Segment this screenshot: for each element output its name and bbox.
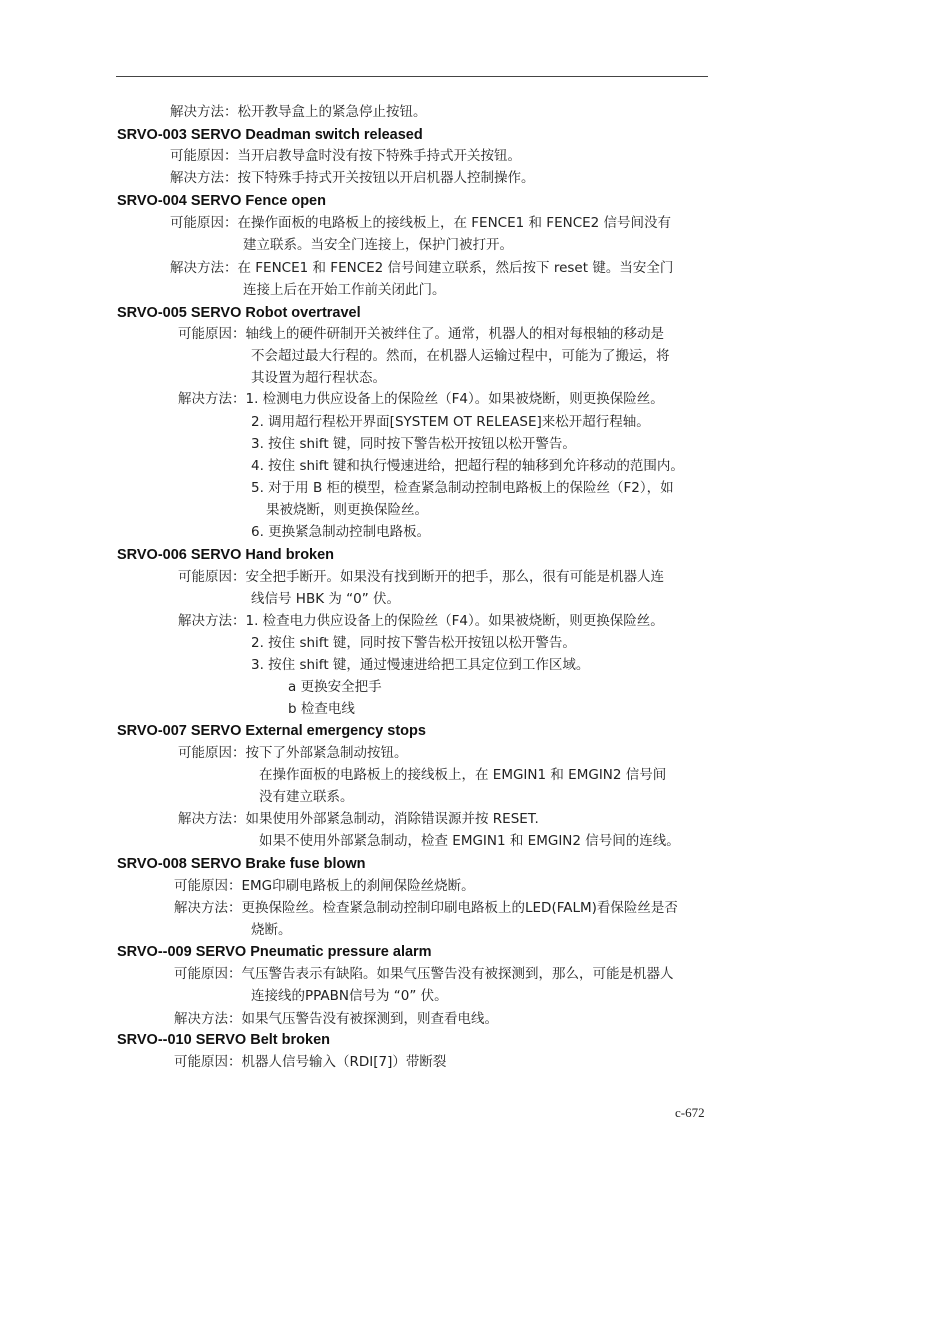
text-line	[178, 744, 408, 762]
text-line	[251, 523, 430, 541]
line-text: 气压警告表示有缺陷。如果气压警告没有被探测到，那么，可能是机器人	[241, 966, 674, 982]
line-text: 3. 按住 shift 键，同时按下警告松开按钮以松开警告。	[251, 436, 576, 452]
text-line	[174, 1010, 498, 1028]
field-label: 解决方法：	[178, 811, 246, 827]
error-code-heading	[117, 943, 432, 961]
field-label: 解决方法：	[170, 260, 238, 276]
text-line	[251, 656, 589, 674]
heading-text: SRVO-003 SERVO Deadman switch released	[117, 127, 423, 143]
text-line	[266, 501, 428, 519]
text-line	[178, 568, 664, 586]
text-line	[251, 369, 386, 387]
line-text: 烧断。	[251, 922, 292, 938]
page-number: c-672	[675, 1105, 705, 1120]
heading-text: SRVO--009 SERVO Pneumatic pressure alarm	[117, 944, 432, 960]
line-text: 1. 检查电力供应设备上的保险丝（F4）。如果被烧断，则更换保险丝。	[245, 613, 664, 629]
error-code-heading	[117, 855, 365, 873]
text-line	[251, 987, 448, 1005]
error-code-heading	[117, 192, 326, 210]
heading-text: SRVO-007 SERVO External emergency stops	[117, 723, 426, 739]
text-line	[251, 634, 576, 652]
text-line	[259, 832, 680, 850]
field-label: 可能原因：	[174, 966, 242, 982]
line-text: 6. 更换紧急制动控制电路板。	[251, 524, 431, 540]
text-line	[174, 965, 674, 983]
text-line	[170, 259, 673, 277]
line-text: 轴线上的硬件研制开关被绊住了。通常，机器人的相对每根轴的移动是	[245, 326, 664, 342]
text-line	[251, 457, 684, 475]
error-code-heading	[117, 1031, 330, 1049]
field-label: 可能原因：	[170, 215, 238, 231]
text-line	[243, 281, 446, 299]
text-line	[178, 810, 539, 828]
text-line	[170, 147, 521, 165]
line-text: 机器人信号输入（RDI[7]）带断裂	[241, 1054, 447, 1070]
field-label: 可能原因：	[174, 1054, 242, 1070]
text-line	[259, 766, 666, 784]
line-text: 果被烧断，则更换保险丝。	[266, 502, 428, 518]
field-label: 解决方法：	[174, 900, 242, 916]
text-line	[251, 347, 670, 365]
field-label: 可能原因：	[178, 745, 246, 761]
text-line	[174, 899, 678, 917]
field-label: 解决方法：	[170, 170, 238, 186]
heading-text: SRVO--010 SERVO Belt broken	[117, 1032, 331, 1048]
line-text: 线信号 HBK 为 “0” 伏。	[251, 591, 401, 607]
error-code-heading	[117, 546, 334, 564]
line-text: b 检查电线	[288, 701, 355, 717]
error-code-heading	[117, 722, 426, 740]
line-text: 按下特殊手持式开关按钮以开启机器人控制操作。	[237, 170, 535, 186]
heading-text: SRVO-006 SERVO Hand broken	[117, 547, 335, 563]
heading-text: SRVO-004 SERVO Fence open	[117, 193, 326, 209]
text-line	[170, 169, 535, 187]
heading-text: SRVO-005 SERVO Robot overtravel	[117, 305, 361, 321]
line-text: 松开教导盒上的紧急停止按钮。	[237, 104, 427, 120]
line-text: 1. 检测电力供应设备上的保险丝（F4）。如果被烧断，则更换保险丝。	[245, 391, 664, 407]
text-line	[251, 413, 650, 431]
field-label: 可能原因：	[178, 326, 246, 342]
heading-text: SRVO-008 SERVO Brake fuse blown	[117, 856, 366, 872]
field-label: 解决方法：	[170, 104, 238, 120]
line-text: 连接线的PPABN信号为 “0” 伏。	[251, 988, 448, 1004]
line-text: 如果使用外部紧急制动，消除错误源并按 RESET.	[245, 811, 539, 827]
error-code-heading	[117, 126, 423, 144]
header-rule	[116, 76, 708, 77]
line-text: 如果不使用外部紧急制动，检查 EMGIN1 和 EMGIN2 信号间的连线。	[259, 833, 680, 849]
field-label: 可能原因：	[178, 569, 246, 585]
text-line	[251, 479, 674, 497]
line-text: 没有建立联系。	[259, 789, 354, 805]
line-text: 在 FENCE1 和 FENCE2 信号间建立联系，然后按下 reset 键。当安全门	[237, 260, 674, 276]
text-line	[251, 435, 576, 453]
text-line	[251, 921, 292, 939]
text-line	[178, 612, 664, 630]
field-label: 可能原因：	[170, 148, 238, 164]
text-line	[259, 788, 354, 806]
line-text: 安全把手断开。如果没有找到断开的把手，那么，很有可能是机器人连	[245, 569, 664, 585]
line-text: 更换保险丝。检查紧急制动控制印刷电路板上的LED(FALM)看保险丝是否	[241, 900, 678, 916]
line-text: 2. 调用超行程松开界面[SYSTEM OT RELEASE]来松开超行程轴。	[251, 414, 650, 430]
text-line	[178, 390, 664, 408]
text-line	[288, 678, 382, 696]
line-text: 建立联系。当安全门连接上，保护门被打开。	[243, 237, 513, 253]
line-text: 在操作面板的电路板上的接线板上，在 EMGIN1 和 EMGIN2 信号间	[259, 767, 667, 783]
text-line	[174, 877, 475, 895]
line-text: 不会超过最大行程的。然而，在机器人运输过程中，可能为了搬运，将	[251, 348, 670, 364]
field-label: 可能原因：	[174, 878, 242, 894]
text-line	[288, 700, 355, 718]
line-text: 5. 对于用 B 柜的模型，检查紧急制动控制电路板上的保险丝（F2），如	[251, 480, 674, 496]
line-text: 4. 按住 shift 键和执行慢速进给，把超行程的轴移到允许移动的范围内。	[251, 458, 684, 474]
line-text: EMG印刷电路板上的刹闸保险丝烧断。	[241, 878, 475, 894]
field-label: 解决方法：	[174, 1011, 242, 1027]
line-text: 按下了外部紧急制动按钮。	[245, 745, 408, 761]
line-text: 连接上后在开始工作前关闭此门。	[243, 282, 446, 298]
line-text: a 更换安全把手	[288, 679, 382, 695]
text-line	[251, 590, 400, 608]
text-line	[174, 1053, 446, 1071]
text-line	[243, 236, 513, 254]
text-line	[178, 325, 664, 343]
text-line	[170, 214, 671, 232]
text-line	[170, 103, 427, 121]
line-text: 在操作面板的电路板上的接线板上，在 FENCE1 和 FENCE2 信号间没有	[237, 215, 672, 231]
line-text: 其设置为超行程状态。	[251, 370, 386, 386]
line-text: 3. 按住 shift 键，通过慢速进给把工具定位到工作区域。	[251, 657, 590, 673]
field-label: 解决方法：	[178, 391, 246, 407]
error-code-heading	[117, 304, 361, 322]
line-text: 如果气压警告没有被探测到，则查看电线。	[241, 1011, 498, 1027]
line-text: 2. 按住 shift 键，同时按下警告松开按钮以松开警告。	[251, 635, 576, 651]
field-label: 解决方法：	[178, 613, 246, 629]
line-text: 当开启教导盒时没有按下特殊手持式开关按钮。	[237, 148, 521, 164]
